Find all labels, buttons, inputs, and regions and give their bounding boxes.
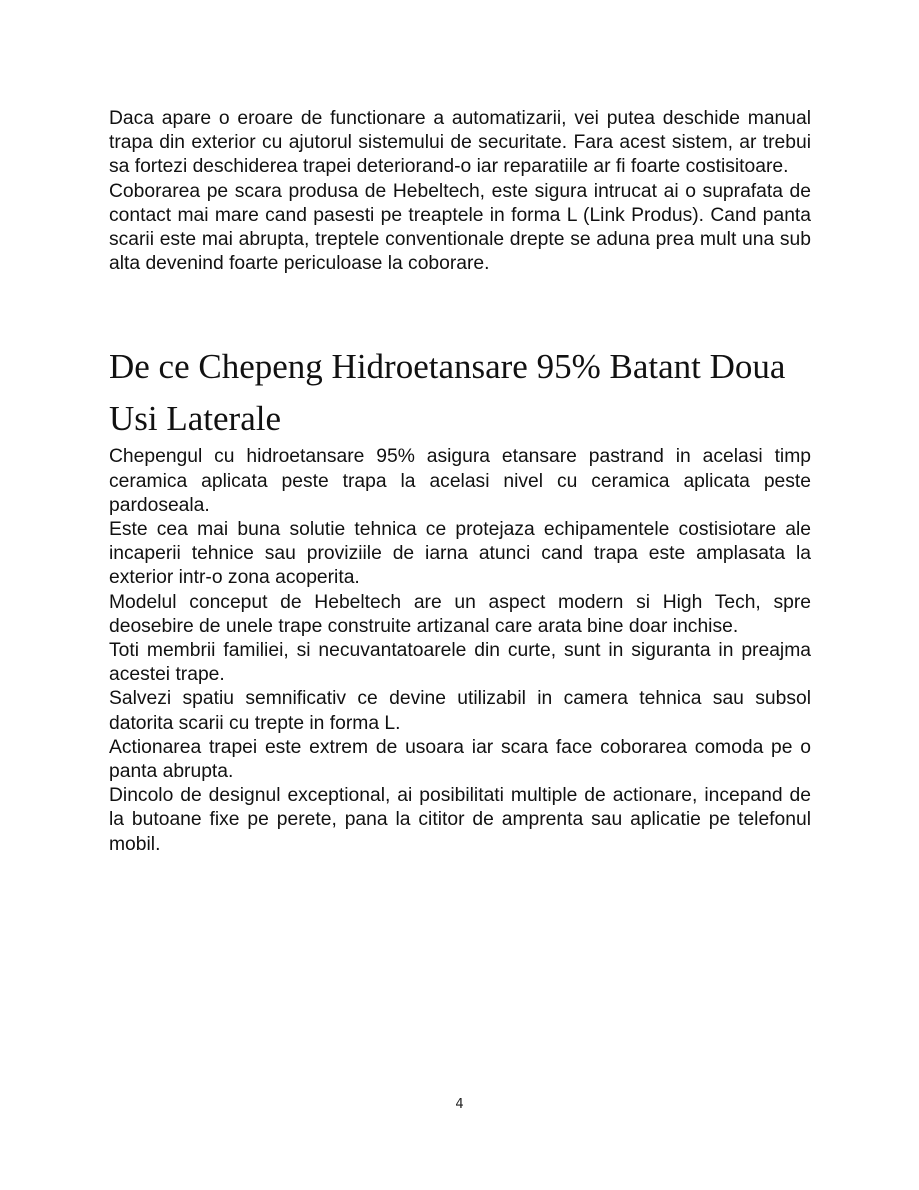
paragraph-easy-operation: Actionarea trapei este extrem de usoara iar scara face coborarea comoda pe o panta abrupta. xyxy=(109,736,811,783)
paragraph-family-safety: Toti membrii familiei, si necuvantatoarele din curte, sunt in siguranta in preajma acestei trape. xyxy=(109,640,811,686)
page-content xyxy=(109,107,811,857)
section-heading: De ce Chepeng Hidroetansare 95% Batant Doua Usi Laterale xyxy=(109,347,786,439)
paragraph-space-saving: Salvezi spatiu semnificativ ce devine utilizabil in camera tehnica sau subsol datorita scarii cu trepte in forma L. xyxy=(109,688,811,734)
intro-paragraph-stair-safety: Coborarea pe scara produsa de Hebeltech, este sigura intrucat ai o suprafata de contact mai mare cand pasesti pe treaptele in forma L (Link Produs). Cand panta scarii este mai abrupta, treptele conventionale drepte se aduna prea mult una sub alta devenind foarte periculoase la coborare. xyxy=(109,180,811,275)
page-number: 4 xyxy=(455,1097,464,1112)
intro-paragraph-automation-error: Daca apare o eroare de functionare a automatizarii, vei putea deschide manual trapa din exterior cu ajutorul sistemului de securitate. Fara acest sistem, ar trebui sa fortezi deschiderea trapei deteriorand-o iar reparatiile ar fi foarte costisitoare. xyxy=(109,108,811,178)
paragraph-modern-design: Modelul conceput de Hebeltech are un aspect modern si High Tech, spre deosebire de unele trape construite artizanal care arata bine doar inchise. xyxy=(109,591,811,637)
paragraph-hydro-sealing: Chepengul cu hidroetansare 95% asigura etansare pastrand in acelasi timp ceramica aplicata peste trapa la acelasi nivel cu ceramica aplicata peste pardoseala. xyxy=(109,446,811,516)
paragraph-technical-solution: Este cea mai buna solutie tehnica ce protejaza echipamentele costisiotare ale incaperii tehnice sau proviziile de iarna atunci cand trapa este amplasata la exterior intr-o zona acoperita. xyxy=(109,519,811,589)
paragraph-actuation-options: Dincolo de designul exceptional, ai posibilitati multiple de actionare, incepand de la butoane fixe pe perete, pana la cititor de amprenta sau aplicatie pe telefonul mobil. xyxy=(109,785,811,855)
